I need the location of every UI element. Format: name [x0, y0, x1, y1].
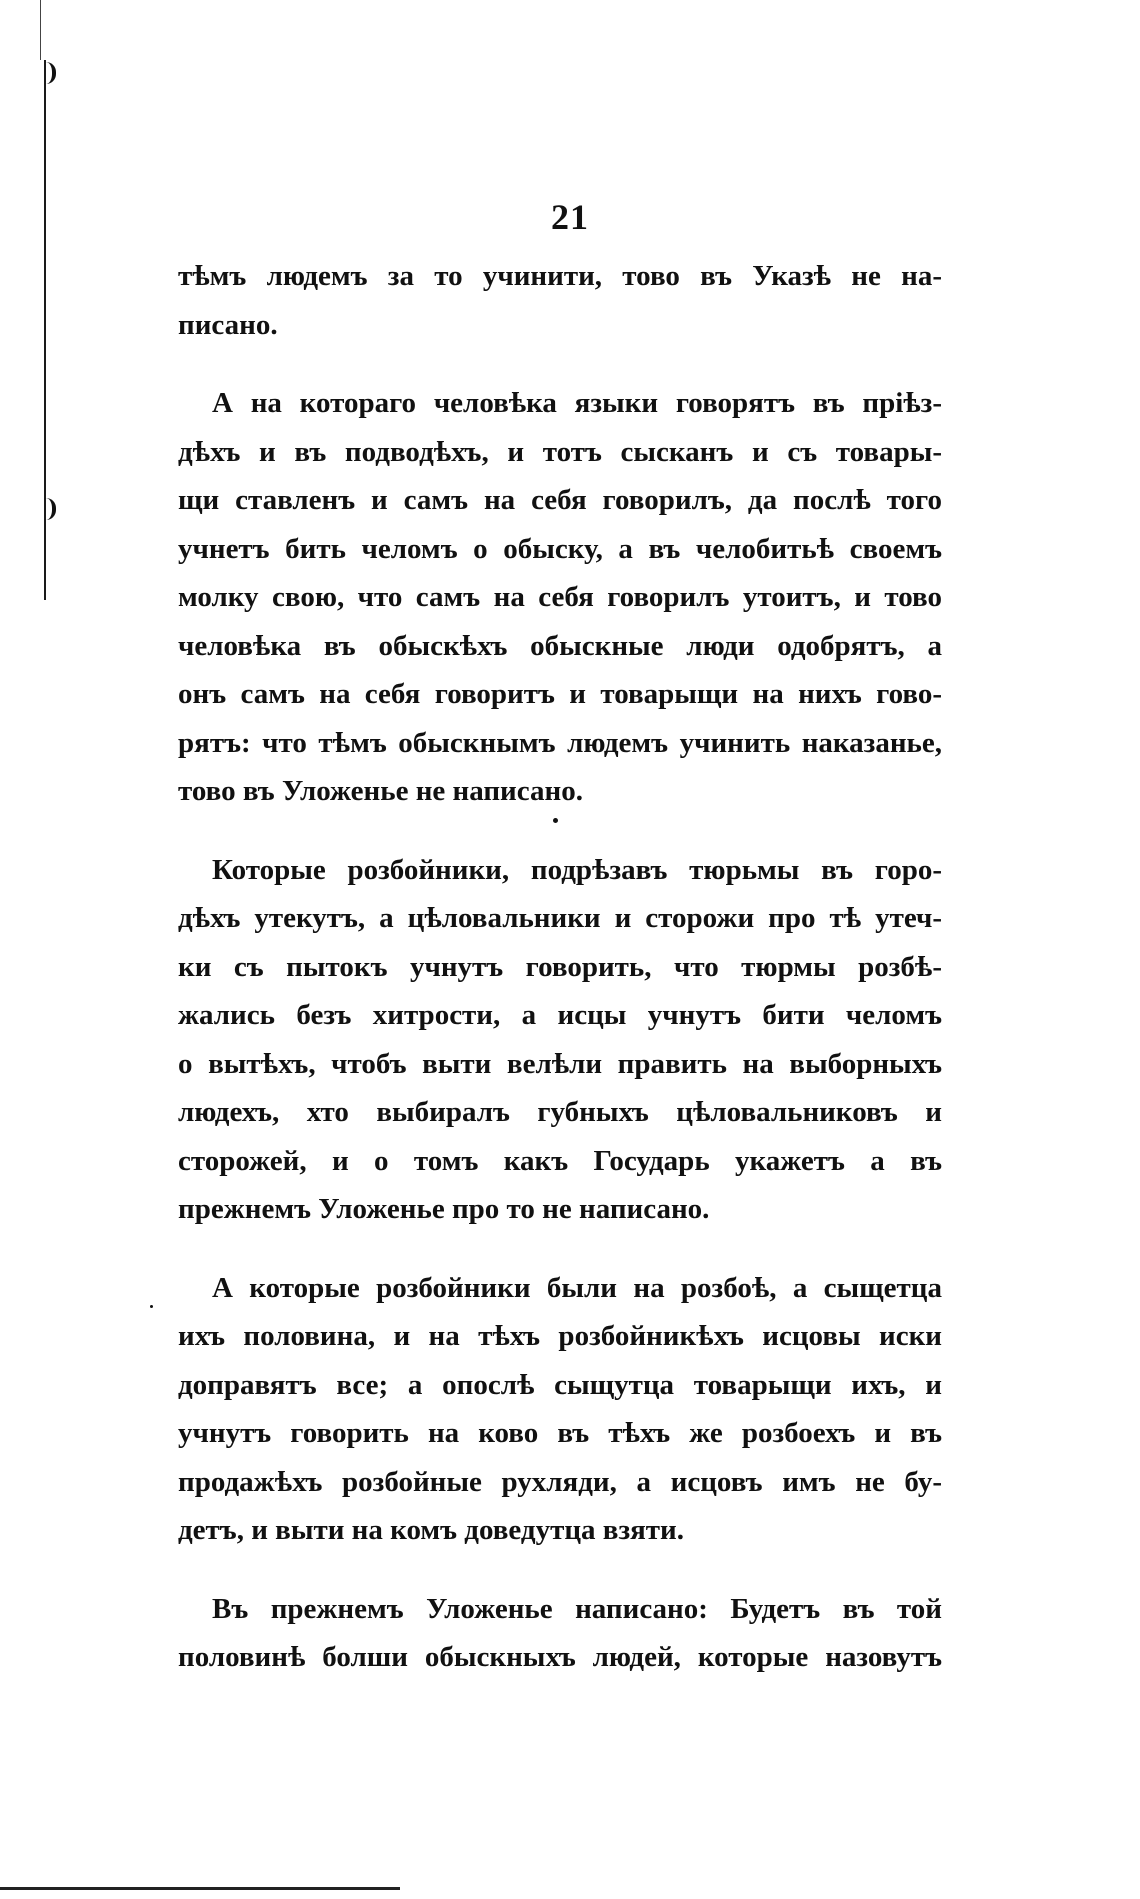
- paragraph-4: [178, 1264, 942, 1555]
- text-line: А которые розбойники были на розбоѣ, а сыщетца: [212, 1271, 942, 1304]
- ink-speck: [150, 1305, 153, 1308]
- ink-speck: [553, 818, 558, 823]
- text-line: учнетъ бить челомъ о обыску, а въ челобитьѣ своемъ: [178, 532, 942, 565]
- paragraph-5: [178, 1585, 942, 1682]
- text-line: половинѣ болши обыскныхъ людей, которые назовутъ: [178, 1641, 942, 1673]
- text-line: прежнемъ Уложенье про то не написано.: [178, 1193, 710, 1225]
- text-line: писано.: [178, 308, 278, 341]
- text-line: ки съ пытокъ учнутъ говорить, что тюрмы розбѣ-: [178, 950, 942, 983]
- text-line: учнутъ говорить на ково въ тѣхъ же розбоехъ и въ: [178, 1417, 942, 1449]
- text-line: жались безъ хитрости, а исцы учнутъ бити челомъ: [178, 999, 942, 1031]
- scan-edge-mark-middle: [46, 498, 56, 520]
- paragraph-1: [178, 252, 942, 349]
- text-line: доправятъ все; а опослѣ сыщутца товарыщи ихъ, и: [178, 1368, 942, 1401]
- scan-edge-line-top: [40, 0, 41, 60]
- text-line: дѣхъ утекутъ, а цѣловальники и сторожи про тѣ утеч-: [178, 902, 942, 934]
- text-line: о вытѣхъ, чтобъ выти велѣли править на выборныхъ: [178, 1047, 942, 1080]
- text-line: ихъ половина, и на тѣхъ розбойникѣхъ исцовы иски: [178, 1320, 942, 1352]
- text-line: тѣмъ людемъ за то учинити, тово въ Указѣ не на-: [178, 260, 942, 292]
- paragraph-3: [178, 846, 942, 1234]
- text-line: молку свою, что самъ на себя говорилъ утоитъ, и тово: [178, 581, 942, 613]
- paragraph-2: [178, 379, 942, 816]
- text-line: дѣхъ и въ подводѣхъ, и тотъ сысканъ и съ товары-: [178, 435, 942, 468]
- text-line: Въ прежнемъ Уложенье написано: Будетъ въ той: [212, 1592, 942, 1625]
- text-line: рятъ: что тѣмъ обыскнымъ людемъ учинить наказанье,: [178, 726, 942, 759]
- scan-edge-mark-top: [46, 62, 56, 84]
- text-line: сторожей, и о томъ какъ Государь укажетъ а въ: [178, 1144, 942, 1177]
- text-line: онъ самъ на себя говоритъ и товарыщи на нихъ гово-: [178, 678, 942, 710]
- scan-bottom-edge-line: [0, 1887, 400, 1890]
- text-line: щи ставленъ и самъ на себя говорилъ, да послѣ того: [178, 484, 942, 516]
- page-number: 21: [551, 197, 589, 237]
- text-line: людехъ, хто выбиралъ губныхъ цѣловальниковъ и: [178, 1096, 942, 1128]
- text-line: Которые розбойники, подрѣзавъ тюрьмы въ горо-: [212, 853, 942, 886]
- text-line: А на котораго человѣка языки говорятъ въ пріѣз-: [212, 387, 942, 419]
- text-line: человѣка въ обыскѣхъ обыскные люди одобрятъ, а: [178, 629, 942, 662]
- text-line: продажѣхъ розбойные рухляди, а исцовъ имъ не бу-: [178, 1465, 942, 1498]
- page-body-text: [178, 252, 942, 1712]
- text-line: детъ, и выти на комъ доведутца взяти.: [178, 1514, 684, 1546]
- text-line: тово въ Уложенье не написано.: [178, 775, 583, 807]
